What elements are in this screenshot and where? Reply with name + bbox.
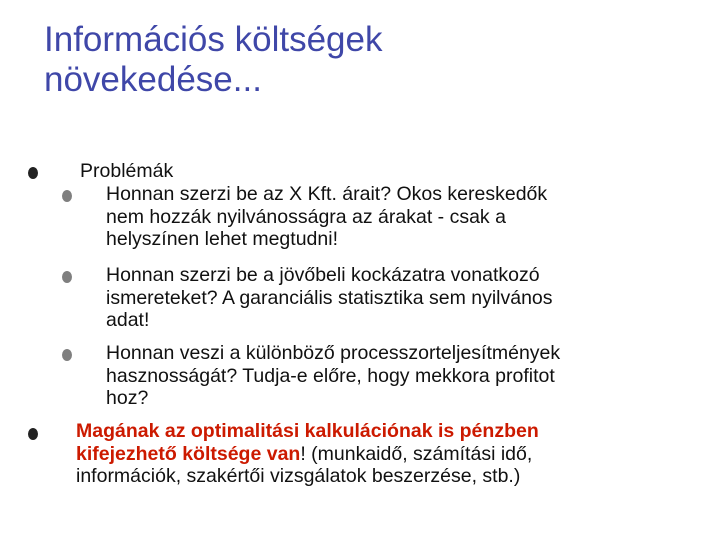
sub-bullet-3-line-2: hasznosságát? Tudja-e előre, hogy mekkora profitot [106,364,555,387]
sub-bullet-2-line-3: adat! [106,309,150,331]
bullet-2-line-3: információk, szakértői vizsgálatok beszerzése, stb.) [76,465,521,487]
sub-bullet-3-line-3: hoz? [106,387,149,409]
bullet-1-dot [28,167,38,179]
sub-bullet-2-text [106,264,553,332]
sub-bullet-2-line-1: Honnan szerzi be a jövőbeli kockázatra vonatkozó [106,264,540,286]
bullet-2-dot [28,428,38,440]
sub-bullet-2-line-2: ismereteket? A garanciális statisztika sem nyilvános [106,286,553,309]
sub-bullet-1-line-1: Honnan szerzi be az X Kft. árait? Okos kereskedők [106,183,548,205]
sub-bullet-3-line-1: Honnan veszi a különböző processzorteljesítmények [106,342,561,364]
sub-bullet-1-line-3: helyszínen lehet megtudni! [106,228,338,250]
sub-bullet-1-line-2: nem hozzák nyilvánosságra az árakat - csak a [106,205,506,228]
bullet-2-line-2 [76,443,539,466]
sub-bullet-1-dot [62,190,72,202]
slide-title-line-2: növekedése... [44,60,262,99]
bullet-2-emphasis-line-2: kifejezhető költsége van [76,442,301,465]
bullet-2-emphasis-line-1: Magának az optimalitási kalkulációnak is pénzben [76,420,539,442]
sub-bullet-3-dot [62,349,72,361]
sub-bullet-2-dot [62,271,72,283]
sub-bullet-3-text [106,342,560,410]
bullet-2-rest-first: ! (munkaidő, számítási idő, [300,442,533,465]
slide-title-line-1: Információs költségek [44,20,383,59]
bullet-2-text [76,420,539,488]
sub-bullet-1-text [106,183,547,251]
slide-title [44,20,382,100]
bullet-1-text: Problémák [80,160,174,182]
